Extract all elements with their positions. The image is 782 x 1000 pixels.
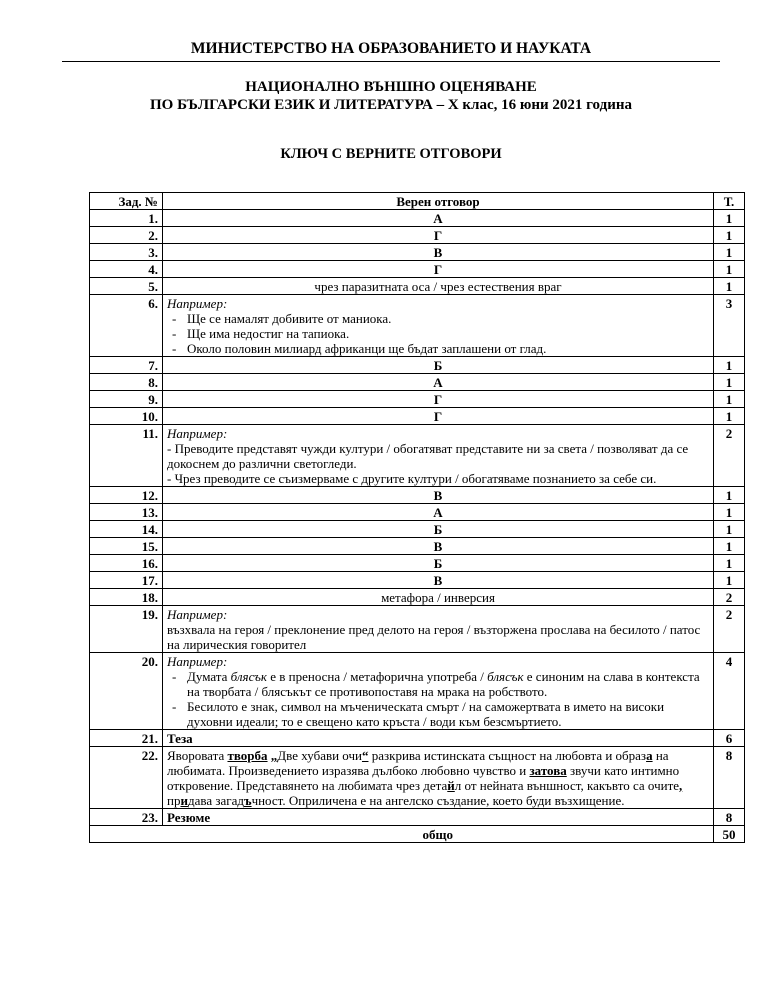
example-label: Например:	[167, 607, 228, 622]
text-span: л от нейната външност, какъвто са очите	[454, 778, 680, 793]
table-row	[90, 504, 745, 521]
task-points: 1	[714, 391, 745, 408]
task-number: 6.	[90, 295, 163, 357]
table-row	[90, 487, 745, 504]
task-answer: Б	[163, 555, 714, 572]
table-row	[90, 538, 745, 555]
underlined-letter: и	[180, 793, 188, 808]
italic-term: блясък	[487, 669, 524, 684]
table-row	[90, 747, 745, 809]
total-row	[90, 826, 745, 843]
task-number: 7.	[90, 357, 163, 374]
task-answer: Б	[163, 521, 714, 538]
table-row	[90, 261, 745, 278]
underlined-letter: ъ	[243, 793, 252, 808]
task-answer	[163, 425, 714, 487]
table-row	[90, 653, 745, 730]
task-number: 9.	[90, 391, 163, 408]
task-answer: В	[163, 538, 714, 555]
answer-list	[167, 669, 709, 729]
task-number: 15.	[90, 538, 163, 555]
text-span: е синоним на слава в контекста на творбата / блясъкът се противопоставя на мрака на робството.	[187, 669, 700, 699]
answer-line: - Преводите представят чужди култури / обогатяват представите ни за света / позволяват да се докоснем до различни светогледи.	[167, 441, 689, 471]
list-item: - Бесилото е знак, символ на мъченическата смърт / на саможертвата в името на високи духовни идеали; то е свещено като кръста / води към безсмъртието.	[169, 699, 709, 729]
underlined-comma: ,	[679, 778, 683, 793]
table-row	[90, 295, 745, 357]
task-number: 1.	[90, 210, 163, 227]
task-points: 1	[714, 538, 745, 555]
text-span: пр	[167, 793, 181, 808]
text-span: Думата	[187, 669, 231, 684]
table-row	[90, 227, 745, 244]
example-label: Например:	[167, 296, 228, 311]
task-points: 1	[714, 374, 745, 391]
answer-line: - Чрез преводите се съизмерваме с другите култури / обогатяваме познанието за себе си.	[167, 471, 657, 486]
table-row	[90, 589, 745, 606]
total-label: общо	[163, 826, 714, 843]
ministry-heading: МИНИСТЕРСТВО НА ОБРАЗОВАНИЕТО И НАУКАТА	[190, 40, 592, 57]
task-answer	[163, 606, 714, 653]
task-points: 2	[714, 589, 745, 606]
task-points: 2	[714, 606, 745, 653]
answer-line: възхвала на героя / преклонение пред делото на героя / възторжена прослава на бесилото / патос на лирическия говорител	[167, 622, 701, 652]
table-row	[90, 357, 745, 374]
task-number: 14.	[90, 521, 163, 538]
task-points: 8	[714, 809, 745, 826]
table-row	[90, 210, 745, 227]
task-number: 3.	[90, 244, 163, 261]
underlined-quote: “	[361, 748, 369, 763]
task-points: 1	[714, 487, 745, 504]
task-number: 23.	[90, 809, 163, 826]
answer-key-table	[89, 192, 745, 843]
task-number: 17.	[90, 572, 163, 589]
task-number: 5.	[90, 278, 163, 295]
task-points: 1	[714, 278, 745, 295]
underlined-word: творба	[227, 748, 268, 763]
table-row	[90, 521, 745, 538]
task-number: 16.	[90, 555, 163, 572]
task-points: 1	[714, 408, 745, 425]
text-span: разкрива истинската същност на любовта и образ	[368, 748, 647, 763]
task-number: 13.	[90, 504, 163, 521]
task-answer: Г	[163, 261, 714, 278]
task-answer	[163, 295, 714, 357]
task-answer: Г	[163, 408, 714, 425]
exam-title-line2: ПО БЪЛГАРСКИ ЕЗИК И ЛИТЕРАТУРА – X клас, 16 юни 2021 година	[150, 97, 632, 113]
text-span: дава загад	[187, 793, 244, 808]
task-answer: В	[163, 244, 714, 261]
task-points: 2	[714, 425, 745, 487]
table-row	[90, 408, 745, 425]
underlined-word: затова	[529, 763, 567, 778]
task-answer: В	[163, 487, 714, 504]
table-row	[90, 425, 745, 487]
task-number: 12.	[90, 487, 163, 504]
table-header-row	[90, 193, 745, 210]
task-number: 8.	[90, 374, 163, 391]
table-row	[90, 391, 745, 408]
example-label: Например:	[167, 426, 228, 441]
total-points: 50	[714, 826, 745, 843]
task-answer: Б	[163, 357, 714, 374]
list-item: - Ще се намалят добивите от маниока.	[169, 311, 709, 326]
task-points: 1	[714, 210, 745, 227]
task-points: 1	[714, 555, 745, 572]
text-span: чност. Оприличена е на ангелско създание, което буди възхищение.	[251, 793, 625, 808]
task-answer: Г	[163, 227, 714, 244]
list-item: - Ще има недостиг на тапиока.	[169, 326, 709, 341]
exam-title-line1: НАЦИОНАЛНО ВЪНШНО ОЦЕНЯВАНЕ	[245, 79, 537, 95]
answer-list	[167, 311, 709, 356]
table-row	[90, 374, 745, 391]
task-number: 19.	[90, 606, 163, 653]
task-number: 18.	[90, 589, 163, 606]
task-answer: чрез паразитната оса / чрез естествения враг	[163, 278, 714, 295]
task-points: 1	[714, 521, 745, 538]
task-answer: А	[163, 374, 714, 391]
table-row	[90, 572, 745, 589]
task-points: 1	[714, 227, 745, 244]
table-row	[90, 555, 745, 572]
underlined-letter: а	[646, 748, 653, 763]
task-points: 1	[714, 261, 745, 278]
table-row	[90, 606, 745, 653]
task-answer: Г	[163, 391, 714, 408]
header-answer: Верен отговор	[163, 193, 714, 210]
task-points: 8	[714, 747, 745, 809]
task-number: 2.	[90, 227, 163, 244]
task-answer	[163, 747, 714, 809]
text-span: Яворовата	[167, 748, 228, 763]
underlined-quote: „	[270, 748, 278, 763]
task-number: 20.	[90, 653, 163, 730]
text-span: е в преносна / метафорична употреба /	[267, 669, 488, 684]
task-points: 6	[714, 730, 745, 747]
header-rule	[62, 61, 720, 62]
header-task: Зад. №	[90, 193, 163, 210]
text-span: Две хубави очи	[277, 748, 362, 763]
task-points: 1	[714, 357, 745, 374]
task-answer: В	[163, 572, 714, 589]
task-answer: метафора / инверсия	[163, 589, 714, 606]
task-points: 4	[714, 653, 745, 730]
answer-key-title: КЛЮЧ С ВЕРНИТЕ ОТГОВОРИ	[280, 146, 502, 162]
task-points: 1	[714, 244, 745, 261]
total-spacer	[90, 826, 163, 843]
task-number: 21.	[90, 730, 163, 747]
table-row	[90, 730, 745, 747]
task-points: 1	[714, 572, 745, 589]
task-points: 3	[714, 295, 745, 357]
example-label: Например:	[167, 654, 228, 669]
header-points: Т.	[714, 193, 745, 210]
underlined-letter: й	[447, 778, 455, 793]
table-row	[90, 244, 745, 261]
task-number: 22.	[90, 747, 163, 809]
list-item	[169, 669, 709, 699]
list-item: - Около половин милиард африканци ще бъдат заплашени от глад.	[169, 341, 709, 356]
task-answer: А	[163, 504, 714, 521]
table-row	[90, 809, 745, 826]
italic-term: блясък	[230, 669, 267, 684]
task-answer: А	[163, 210, 714, 227]
task-number: 11.	[90, 425, 163, 487]
task-answer	[163, 653, 714, 730]
text-span: на любимата. Произведението изразява дълбоко любовно чувство и	[167, 748, 669, 778]
task-answer: Теза	[163, 730, 714, 747]
task-answer: Резюме	[163, 809, 714, 826]
text-span: звучи като интимно откровение. Представянето на любимата чрез дета	[167, 763, 680, 793]
task-number: 10.	[90, 408, 163, 425]
task-number: 4.	[90, 261, 163, 278]
table-row	[90, 278, 745, 295]
task-points: 1	[714, 504, 745, 521]
